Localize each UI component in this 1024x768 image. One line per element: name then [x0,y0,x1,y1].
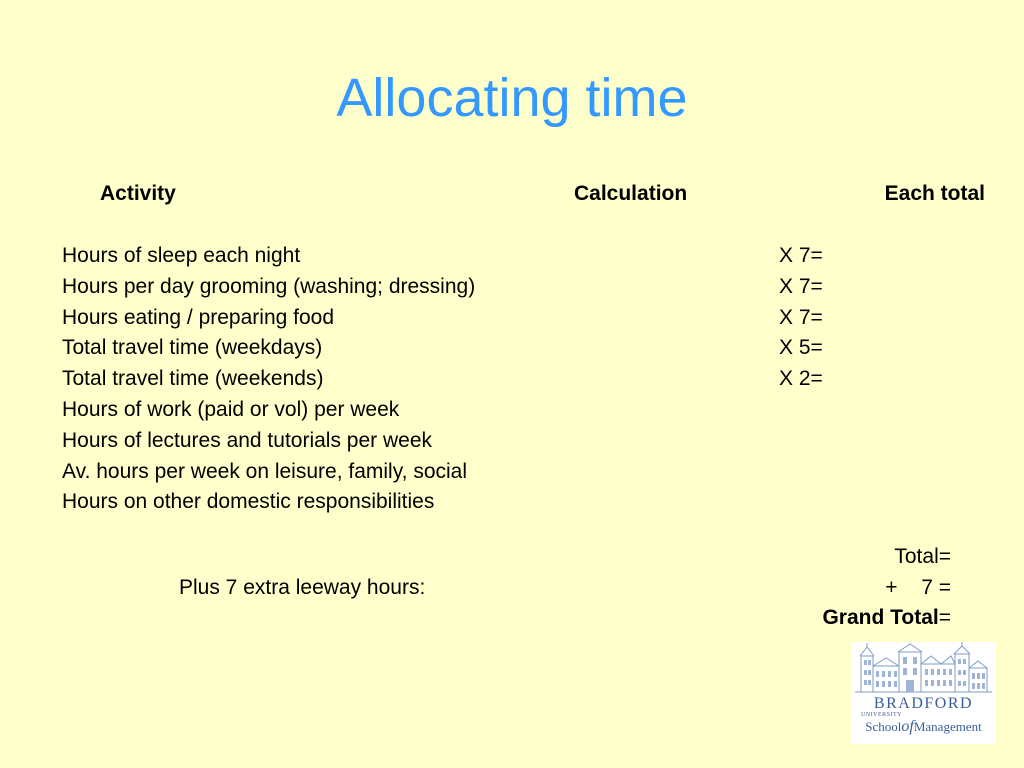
multiplier: X 7= [779,305,823,329]
logo-university-text: UNIVERSITY [861,712,902,718]
logo-school-prefix: School [865,719,902,734]
activity-label: Total travel time (weekends) [62,367,324,391]
activity-label: Hours of lectures and tutorials per week [62,428,433,452]
table-row [62,488,862,519]
plus-sign: + [885,576,898,599]
activity-label: Hours per day grooming (washing; dressing) [62,274,476,298]
university-building-icon [851,642,996,696]
multiplier: X 2= [779,367,823,391]
grand-total-equals: = [938,606,951,629]
table-row [62,458,862,489]
table-row [62,365,862,396]
table-row [62,273,862,304]
header-each-total: Each total [884,182,985,205]
header-activity: Activity [100,182,176,205]
header-calculation: Calculation [574,182,688,205]
table-row [62,396,862,427]
leeway-value [885,574,951,602]
logo-bradford-text: BRADFORD [873,695,974,712]
activity-label: Total travel time (weekdays) [62,336,323,360]
logo-school-suffix: Management [913,719,982,734]
table-row [62,304,862,335]
logo-school-of: of [901,718,914,735]
table-row [62,334,862,365]
multiplier: X 7= [779,244,823,267]
activity-label: Hours on other domestic responsibilities [62,490,435,514]
leeway-amount: 7 = [921,576,951,599]
activity-label: Av. hours per week on leisure, family, social [62,459,468,483]
grand-total-label: Grand Total [822,606,939,629]
table-row [62,427,862,458]
activity-label: Hours eating / preparing food [62,305,335,329]
bradford-logo [851,642,996,744]
leeway-label: Plus 7 extra leeway hours: [179,576,426,599]
activity-list [62,242,862,519]
multiplier: X 7= [779,274,823,298]
activity-label: Hours of sleep each night [62,244,301,267]
grand-total [822,604,951,632]
activity-label: Hours of work (paid or vol) per week [62,397,400,421]
logo-school-text [851,718,996,736]
multiplier: X 5= [779,336,823,360]
total-label: Total= [894,545,951,568]
slide-title: Allocating time [336,68,688,128]
table-row [62,242,862,273]
